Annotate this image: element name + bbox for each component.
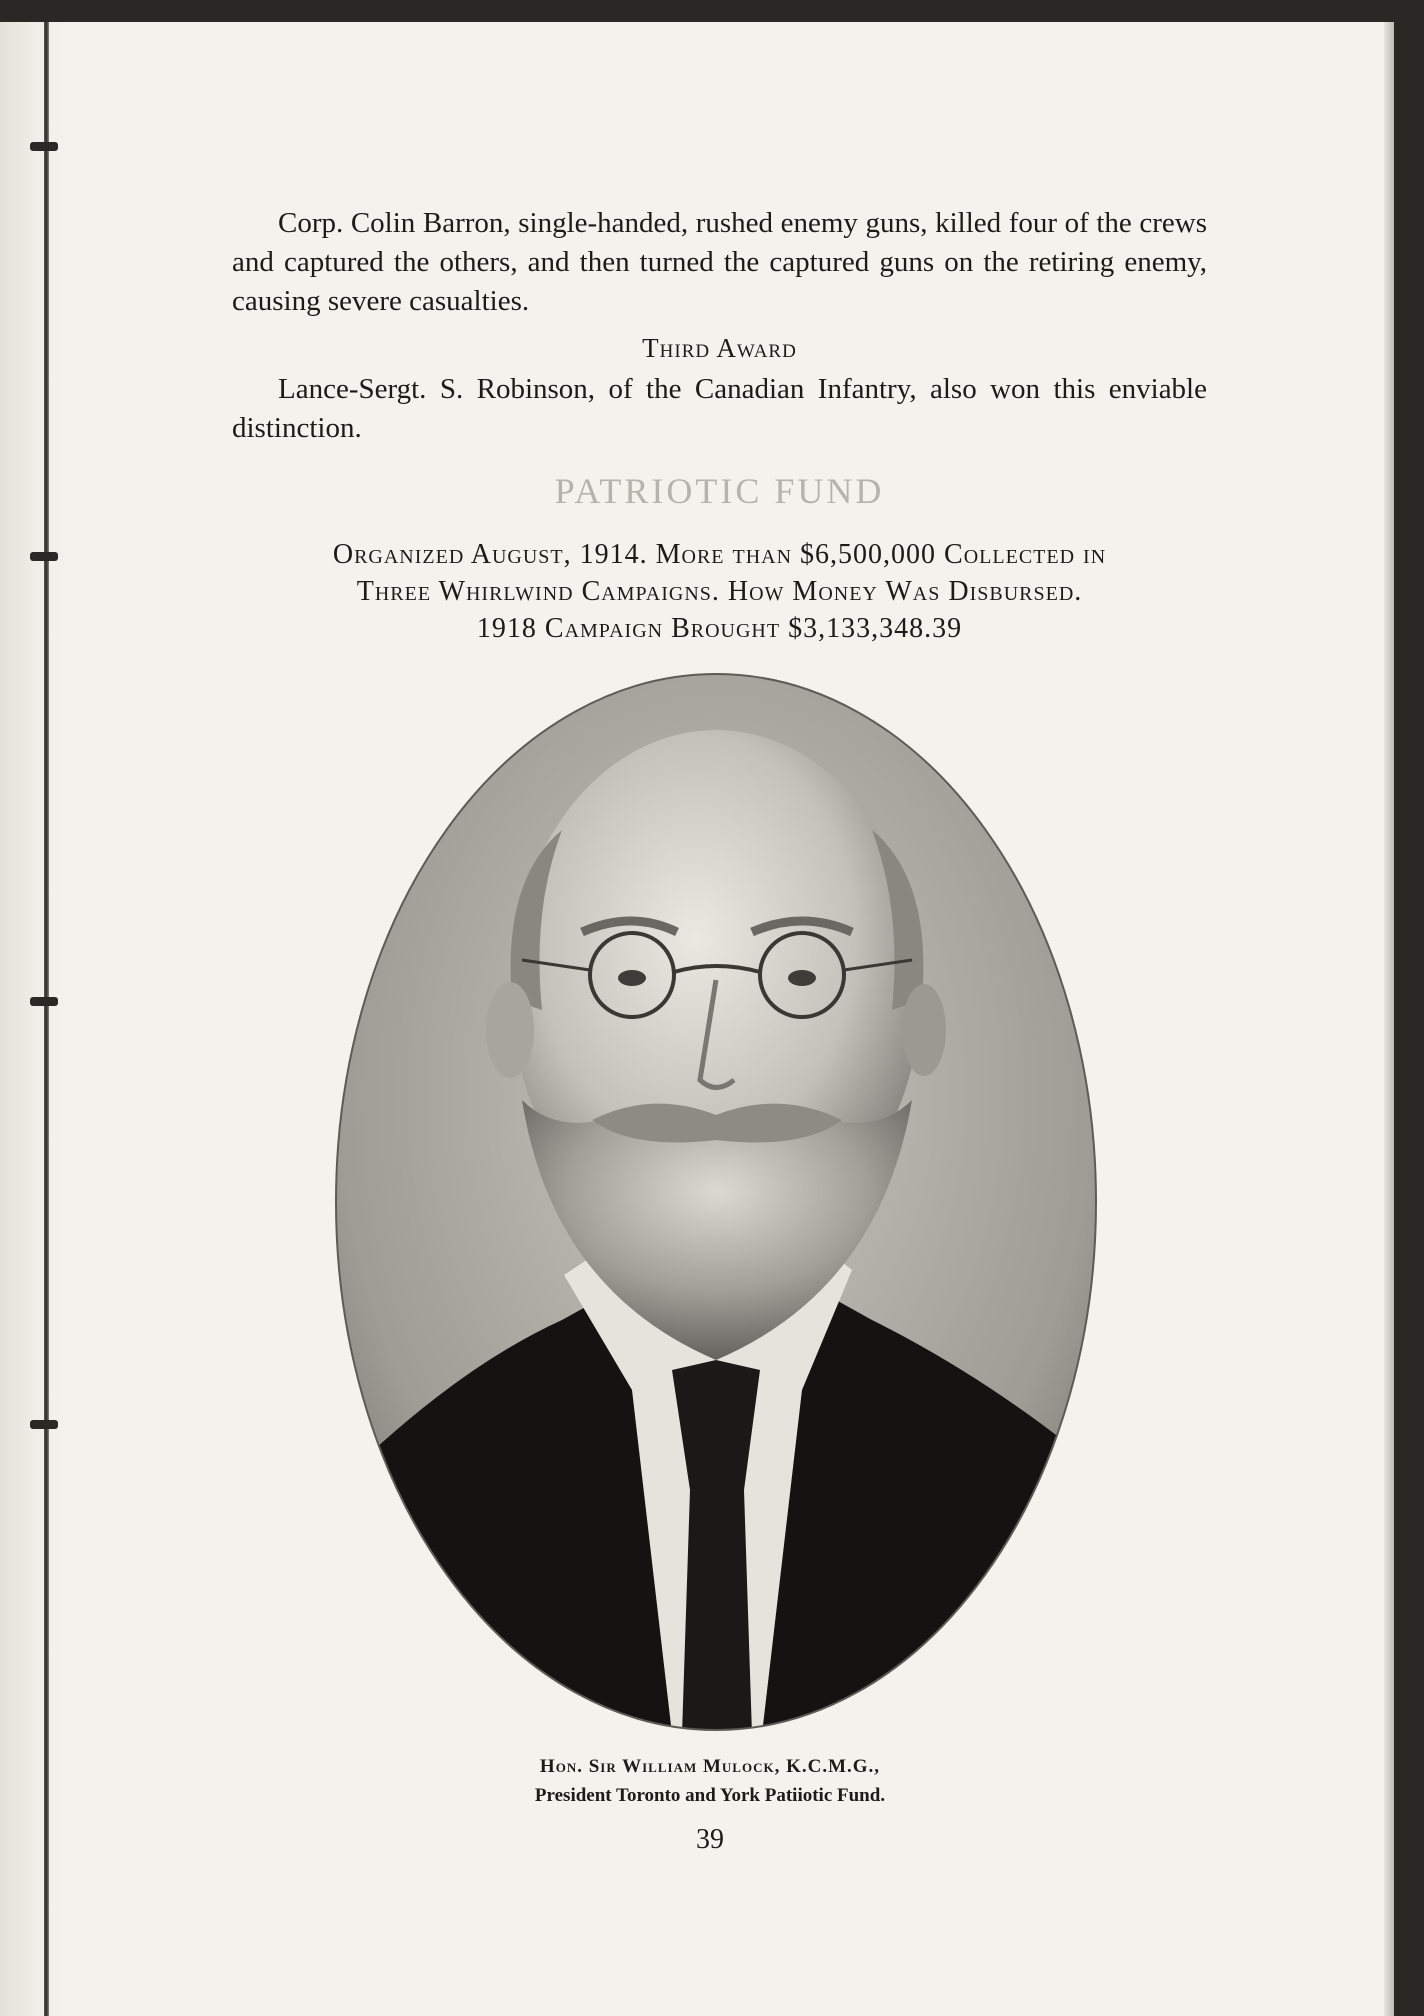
page-edge — [1384, 22, 1394, 2016]
page-number: 39 — [696, 1824, 724, 1855]
book-page — [0, 22, 1394, 2016]
binding-stitch — [30, 997, 58, 1006]
binding-stitch — [30, 552, 58, 561]
paragraph-barron: Corp. Colin Barron, single-handed, rushed enemy guns, killed four of the crews and captured the others, and then turned the captured guns on the retiring enemy, causing severe casualties. — [232, 207, 1207, 317]
binding-gutter — [44, 22, 49, 2016]
subheading-line: Organized August, 1914. More than $6,500,000 Collected in — [332, 539, 1107, 570]
portrait-photo — [332, 670, 1100, 1734]
binding-margin — [0, 22, 70, 2016]
portrait-caption — [300, 1752, 1120, 1810]
award-heading: Third Award — [642, 333, 797, 363]
caption-role: President Toronto and York Patiiotic Fund. — [534, 1785, 886, 1806]
caption-name: Hon. Sir William Mulock, K.C.M.G., — [539, 1756, 881, 1777]
paragraph-robinson: Lance-Sergt. S. Robinson, of the Canadian Infantry, also won this enviable distinction. — [232, 373, 1207, 444]
subheading-line: Three Whirlwind Campaigns. How Money Was Disbursed. — [356, 576, 1083, 607]
section-subheading — [222, 536, 1217, 647]
section-title: PATRIOTIC FUND — [554, 471, 885, 511]
binding-stitch — [30, 142, 58, 151]
subheading-line: 1918 Campaign Brought $3,133,348.39 — [476, 613, 963, 644]
binding-stitch — [30, 1420, 58, 1429]
